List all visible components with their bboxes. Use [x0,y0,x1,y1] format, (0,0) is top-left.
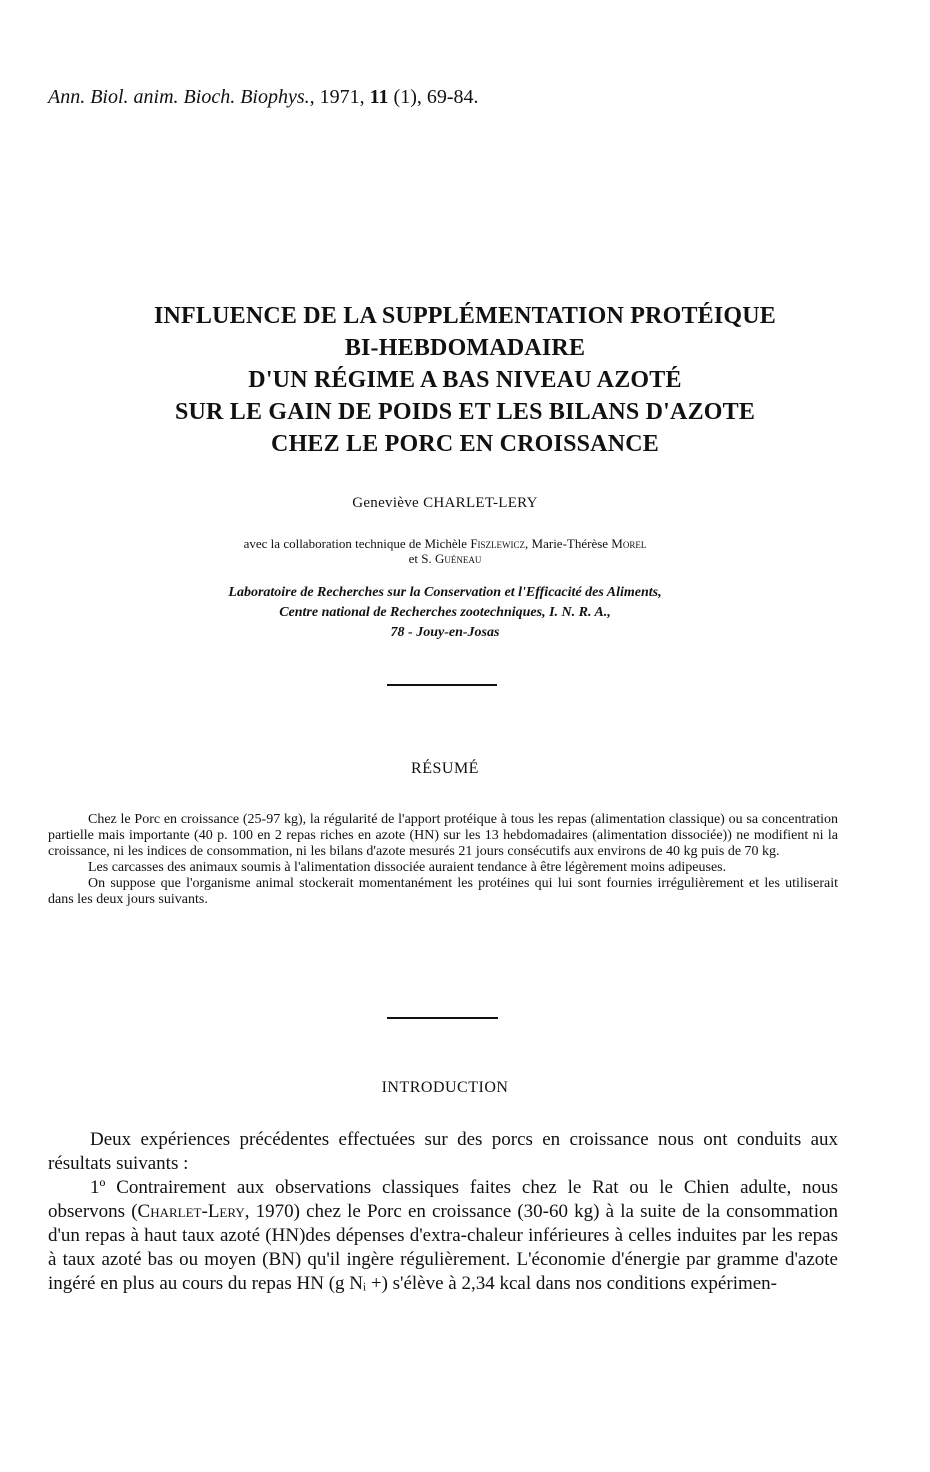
citation-reference: Charlet-Lery [137,1201,245,1222]
affiliation [0,583,890,643]
divider [387,1017,498,1019]
journal-citation [48,86,479,109]
title-line: D'UN RÉGIME A BAS NIVEAU AZOTÉ [248,367,682,393]
introduction-body [48,1128,838,1296]
title-line: INFLUENCE DE LA SUPPLÉMENTATION PROTÉIQUE [153,303,777,329]
collab-name-gueneau: Guéneau [434,551,482,566]
collab-mid: , Marie-Thérèse [525,536,609,551]
abstract [48,812,838,908]
citation-year: 1971, [319,86,365,108]
collab-line2-prefix: et S. [408,551,432,566]
citation-pages: (1), 69-84. [393,86,479,108]
collab-name-fiszlewicz: Fiszlewicz [470,536,526,551]
citation-journal: Ann. Biol. anim. Bioch. Biophys., [48,86,315,108]
affiliation-line: Centre national de Recherches zootechniques, I. N. R. A., [279,605,611,620]
body-paragraph [48,1176,838,1296]
title-line: BI-HEBDOMADAIRE [344,335,586,361]
introduction-heading: INTRODUCTION [381,1079,509,1096]
citation-volume: 11 [369,86,389,108]
body-text-run: 1º Contrairement aux observations classiques faites chez le Rat ou le Chien adulte, nous observons ( [48,1177,838,1222]
collab-prefix: avec la collaboration technique de Michèle [243,536,468,551]
abstract-paragraph: Les carcasses des animaux soumis à l'alimentation dissociée auraient tendance à être légèrement moins adipeuses. [88,860,727,875]
title-line: CHEZ LE PORC EN CROISSANCE [271,431,659,457]
author-name: Geneviève CHARLET-LERY [352,495,538,511]
paper-title [0,300,930,460]
body-paragraph: Deux expériences précédentes effectuées sur des porcs en croissance nous ont conduits aux résultats suivants : [48,1129,838,1174]
divider [387,684,497,686]
affiliation-line: Laboratoire de Recherches sur la Conservation et l'Efficacité des Aliments, [228,585,662,600]
collaboration-credits [0,536,890,566]
body-text-run: , 1970) chez le Porc en croissance (30-60 kg) à la suite de la consommation d'un repas à haut taux azoté (HN)des dépenses d'extra-chaleur inférieures à celles induites par les repas à taux azoté bas ou moyen (BN) qu'il ingère régulièrement. L'économie d'énergie par gramme d'azote ingéré en plus au cours du repas HN (g Nᵢ +) s'élève à 2,34 kcal dans nos conditions expérimen- [48,1201,838,1294]
title-line: SUR LE GAIN DE POIDS ET LES BILANS D'AZOTE [174,399,756,425]
collab-name-morel: Morel [611,536,647,551]
abstract-paragraph: Chez le Porc en croissance (25-97 kg), la régularité de l'apport protéique à tous les repas (alimentation classique) ou sa concentration partielle mais importante (40 p. 100 en 2 repas riches en azote (HN) sur les 13 hebdomadaires (alimentation dissociée)) ne modifient ni la croissance, ni les indices de consommation, ni les bilans d'azote mesurés 21 jours consécutifs aux environs de 40 kg puis de 70 kg. [48,812,838,859]
resume-heading: RÉSUMÉ [411,760,479,777]
affiliation-line: 78 - Jouy-en-Josas [390,625,500,640]
abstract-paragraph: On suppose que l'organisme animal stockerait momentanément les protéines qui lui sont fournies irrégulièrement et les utiliserait dans les deux jours suivants. [48,876,838,907]
